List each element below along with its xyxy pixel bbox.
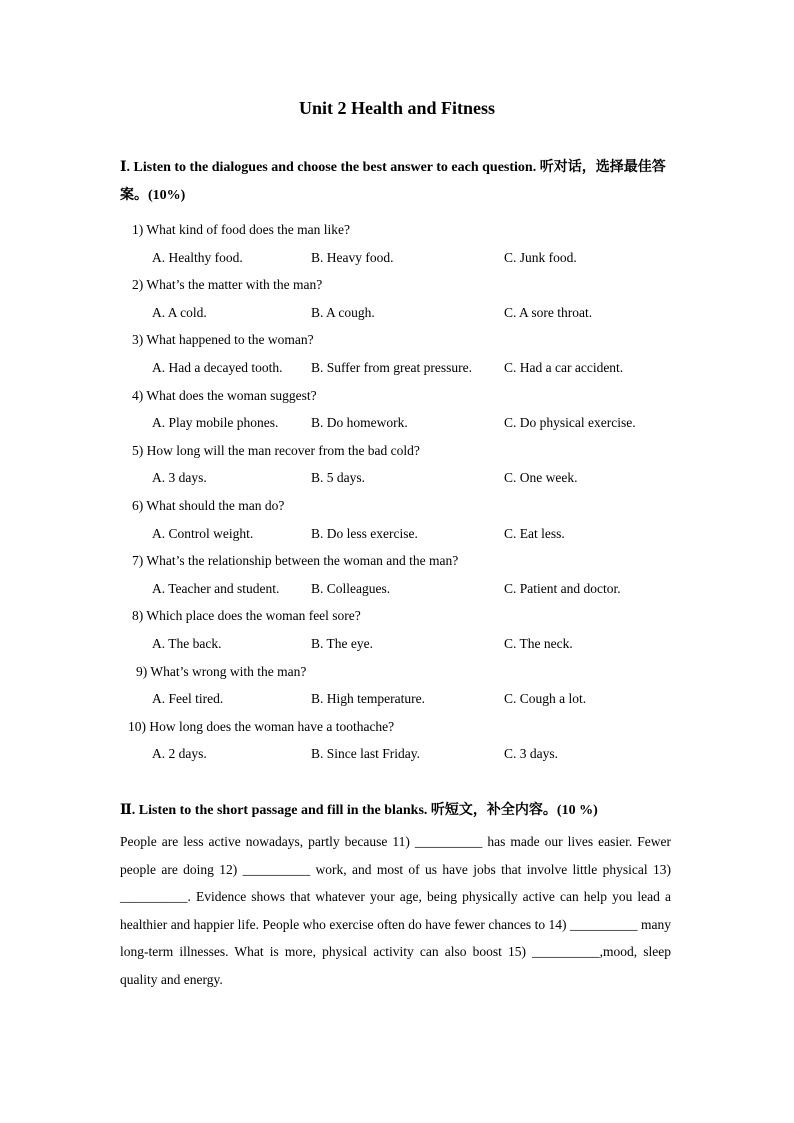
option-b: B. The eye.	[311, 635, 373, 651]
option-a: A. 2 days.	[152, 746, 207, 762]
option-a: A. Had a decayed tooth.	[152, 359, 283, 375]
question-9: 9) What’s wrong with the man?	[136, 663, 307, 679]
option-b: B. Do homework.	[311, 415, 408, 431]
option-a: A. Control weight.	[152, 525, 254, 541]
question-9-row	[0, 660, 794, 688]
question-8-row	[0, 604, 794, 632]
question-1: 1) What kind of food does the man like?	[132, 222, 350, 237]
page-title: Unit 2 Health and Fitness	[298, 98, 496, 118]
option-b: B. High temperature.	[311, 691, 425, 707]
question-list	[0, 218, 794, 770]
option-a: A. Play mobile phones.	[152, 415, 279, 431]
question-5: 5) How long will the man recover from the bad cold?	[132, 442, 420, 458]
option-c: C. A sore throat.	[504, 304, 593, 320]
option-b: B. Colleagues.	[311, 580, 391, 596]
question-6-row	[0, 494, 794, 522]
question-2-options	[0, 301, 794, 329]
option-c: C. Do physical exercise.	[504, 415, 636, 431]
option-c: C. Had a car accident.	[504, 359, 624, 375]
question-10-options	[0, 742, 794, 770]
option-a: A. A cold.	[152, 304, 207, 320]
question-4: 4) What does the woman suggest?	[132, 387, 317, 403]
option-a: A. Healthy food.	[152, 249, 243, 265]
option-b: B. Do less exercise.	[311, 525, 418, 541]
option-b: B. A cough.	[311, 304, 375, 320]
fill-in-passage: People are less active nowadays, partly because 11) __________ has made our lives easier. Fewer people are doing 12) __________ work, and most of us have jobs that involve little physical 13) __________. Evidence shows that whatever your age, being physically active can help you lead a healthier and happier life. People who exercise often do have fewer chances to 14) __________ many long-term illnesses. What is more, physical activity can also boost 15) __________,mood, sleep quality and energy.	[120, 834, 671, 987]
option-a: A. Feel tired.	[152, 691, 224, 707]
question-3-options	[0, 356, 794, 384]
option-c: C. The neck.	[504, 635, 573, 651]
question-9-options	[0, 687, 794, 715]
option-c: C. 3 days.	[504, 746, 558, 762]
question-8-options	[0, 632, 794, 660]
option-a: A. 3 days.	[152, 470, 207, 486]
question-2: 2) What’s the matter with the man?	[132, 277, 323, 293]
option-c: C. Junk food.	[504, 249, 577, 265]
question-10-row	[0, 715, 794, 743]
option-c: C. One week.	[504, 470, 578, 486]
option-c: C. Cough a lot.	[504, 691, 587, 707]
question-5-options	[0, 466, 794, 494]
option-c: C. Eat less.	[504, 525, 565, 541]
option-b: B. 5 days.	[311, 470, 365, 486]
question-7: 7) What’s the relationship between the woman and the man?	[132, 553, 459, 569]
question-10: 10) How long does the woman have a toothache?	[128, 718, 395, 734]
question-1-row	[0, 218, 794, 246]
section-2-heading: Ⅱ. Listen to the short passage and fill in the blanks. 听短文，补全内容。(10 %)	[120, 803, 598, 818]
section-1-heading: Ⅰ. Listen to the dialogues and choose the best answer to each question. 听对话，选择最佳答案。(10%)	[120, 160, 666, 203]
option-a: A. Teacher and student.	[152, 580, 280, 596]
option-a: A. The back.	[152, 635, 222, 651]
question-4-options	[0, 411, 794, 439]
question-7-options	[0, 577, 794, 605]
question-7-row	[0, 549, 794, 577]
question-1-options	[0, 246, 794, 274]
question-8: 8) Which place does the woman feel sore?	[132, 608, 361, 624]
question-4-row	[0, 384, 794, 412]
option-b: B. Suffer from great pressure.	[311, 359, 472, 375]
option-b: B. Since last Friday.	[311, 746, 420, 762]
question-3-row	[0, 328, 794, 356]
question-5-row	[0, 439, 794, 467]
option-c: C. Patient and doctor.	[504, 580, 621, 596]
option-b: B. Heavy food.	[311, 249, 394, 265]
question-3: 3) What happened to the woman?	[132, 332, 314, 348]
question-2-row	[0, 273, 794, 301]
question-6-options	[0, 522, 794, 550]
question-6: 6) What should the man do?	[132, 497, 285, 513]
